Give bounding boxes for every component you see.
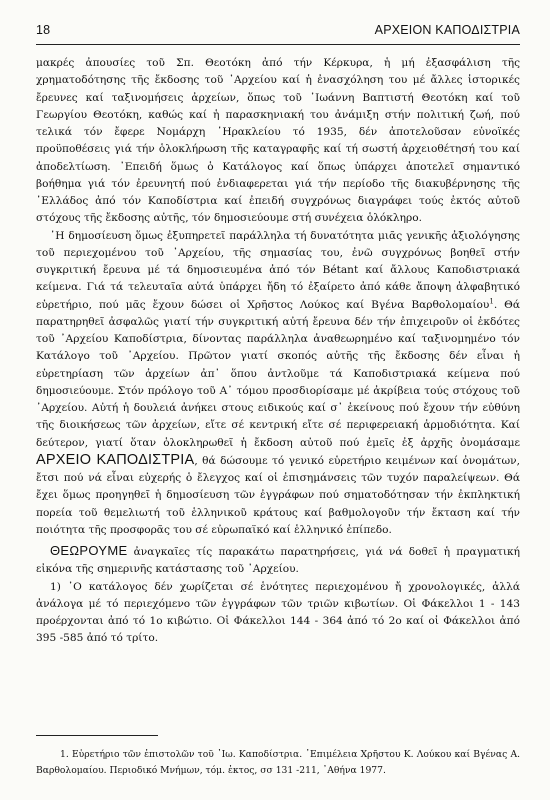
paragraph-2-text-a: ῾Η δημοσίευση ὅμως ἐξυπηρετεῖ παράλληλα τή δυνατότητα μιᾶς γενικῆς ἀξιολόγησης τοῦ περιεχομένου τοῦ ᾿Αρχείου, τῆς σημασίας του, ἐνῶ συγχρόνως βοηθεῖ στήν συγκριτική ἔρευνα μέ τά δημοσιευμένα ἀπό τόν Bétant καί ἄλλους Καποδιστριακά κείμενα. Γιά τά τελευταῖα αὐτά ὑπάρχει ἤδη τό ἐξαίρετο ἀπό κάθε ἄποψη ἀλφαβητικό εὑρετήριο, πού μᾶς ἔχουν δώσει οἱ Χρῆστος Λούκος καί Βγένα Βαρθολομαίου (36, 229, 520, 311)
paragraph-2 (36, 228, 520, 540)
paragraph-3-lead: ΘΕΩΡΟΥΜΕ (50, 543, 128, 558)
paragraph-1: μακρές ἀπουσίες τοῦ Σπ. Θεοτόκη ἀπό τήν Κέρκυρα, ἡ μή ἐξασφάλιση τῆς χρηματοδότησης τῆς ἔκδοσης τοῦ ᾿Αρχείου καί ἡ ἐνασχόληση του μέ ἄλλες ἱστορικές ἔρευνες καί ταξινομήσεις ἀρχείων, ὅπως τοῦ ᾿Ιωάννη Βαπτιστή Θεοτόκη καί τοῦ Γεωργίου Θεοτόκη, καθώς καί ἡ παρασκηνιακή του ἀνάμιξη στήν πολιτική ζωή, πού τελικά τόν ἔφερε Νομάρχη ῾Ηρακλείου τό 1935, δέν ἀποτελοῦσαν εὐνοϊκές προϋποθέσεις γιά τήν ὁλοκλήρωση τῆς καταγραφῆς καί τή σωστή ἀρχειοθέτησή του καί ἀποδελτίωση. ᾿Επειδή ὅμως ὁ Κατάλογος καί ὅπως ὑπάρχει ἀποτελεῖ σημαντικό βοήθημα γιά τόν ἐρευνητή πού ἐνδιαφερεται γιά τήν περίοδο τῆς διακυβέρνησης τῆς ῾Ελλάδος ἀπό τόν Καποδίστρια καί ἐπειδή συγχρόνως διαγράφει τούς ἐκτός αὐτοῦ στόχους τῆς ἔκδοσης αὐτῆς, τόν δημοσιεύουμε στή συνέχεια ὁλόκληρο. (36, 57, 520, 225)
footnote: 1. Εὑρετήριο τῶν ἐπιστολῶν τοῦ ᾿Ιω. Καποδίστρια. ᾿Επιμέλεια Χρῆστου Κ. Λούκου καί Βγένας Α. Βαρθολομαίου. Περιοδικό Μνήμων, τόμ. ἐκτος, σσ 131 -211, ᾿Αθήνα 1977. (36, 749, 520, 776)
page-number: 18 (36, 23, 51, 37)
paragraph-2-text-b: . Θά παρατηρηθεῖ ἀσφαλῶς γιατί τήν συγκριτική αὐτή ἔρευνα δέν τήν ἐπιχειροῦν οἱ ἐκδότες τοῦ ᾿Αρχείου Καποδίστρια, δίνοντας παράλληλα ἀναθεωρημένο καί ταξινομημένο τόν Κατάλογο τοῦ ᾿Αρχείου. Πρῶτον γιατί σκοπός αὐτῆς τῆς ἔκδοσης δέν εἶναι ἡ εὑρετηρίαση τῶν ἀρχείων ἀπ᾿ ὅπου ἀντλοῦμε τά Καποδιστριακά κείμενα πού δημοσιεύουμε. Στόν πρόλογο τοῦ Α᾿ τόμου προσδιορίσαμε μέ ἀκρίβεια τούς στόχους τοῦ ᾿Αρχείου. Αὐτή ἡ δουλειά ἀνήκει στους ειδικούς καί σ᾿ ἐκείνους πού ἔχουν τήν εὐθύνη τῆς διοικήσεως τῶν ἀρχείων, εἴτε σέ κεντρική εἴτε σέ περιφερειακή ἁρμοδιότητα. Καί δεύτερον, γιατί ὅταν ὁλοκληρωθεῖ ἡ ἔκδοση αὐτοῦ πού ἐμεῖς ἐξ ἀρχῆς ὀνομάσαμε (36, 298, 520, 449)
paragraph-3 (36, 542, 520, 579)
paragraph-3-text: ἀναγκαῖες τίς παρακάτω παρατηρήσεις, γιά νά δοθεῖ ἡ πραγματική εἰκόνα τῆς σημερινῆς κατάστασης τοῦ ᾿Αρχείου. (36, 546, 520, 576)
body-text (36, 55, 520, 648)
footnote-marker: 1 (489, 296, 494, 305)
paragraph-2-text-c: , θά δώσουμε τό γενικό εὑρετήριο κειμένων καί ὀνομάτων, ἔτσι πού νά εἶναι εὐχερής ὁ ἔλεγχος καί οἱ ἐπισημάνσεις τῶν τυχόν παραλείψεων. Θά ἔχει ὅμως προηγηθεῖ ἡ δημοσίευση τῶν ἐγγράφων πού σηματοδότησαν τήν ἐκπληκτική πορεία τοῦ θεμελιωτή τοῦ ἑλληνικοῦ κράτους καί βαθμολογοῦν τήν ἔκταση καί τήν ποιότητα τῆς προσφορᾶς του σέ εὐρωπαϊκό καί ἑλληνικό ἐπίπεδο. (36, 454, 520, 536)
running-header (36, 23, 520, 43)
running-title: ΑΡΧΕΙΟΝ ΚΑΠΟΔΙΣΤΡΙΑ (374, 23, 520, 37)
header-rule (36, 44, 520, 45)
archive-title-caps: ΑΡΧΕΙΟ ΚΑΠΟΔΙΣΤΡΙΑ (36, 451, 195, 468)
footnote-rule (36, 735, 158, 736)
paragraph-4: 1) ᾿Ο κατάλογος δέν χωρίζεται σέ ἑνότητες περιεχομένου ἤ χρονολογικές, ἀλλά ἀνάλογα μέ τό περιεχόμενο τῶν ἐγγράφων τῶν τριῶν κιβωτίων. Οἱ Φάκελλοι 1 - 143 προέρχονται ἀπό τό 1ο κιβώτιο. Οἱ Φάκελλοι 144 - 364 ἀπό τό 2ο καί οἱ Φάκελλοι ἀπό 395 -585 ἀπό τό τρίτο. (36, 580, 520, 645)
